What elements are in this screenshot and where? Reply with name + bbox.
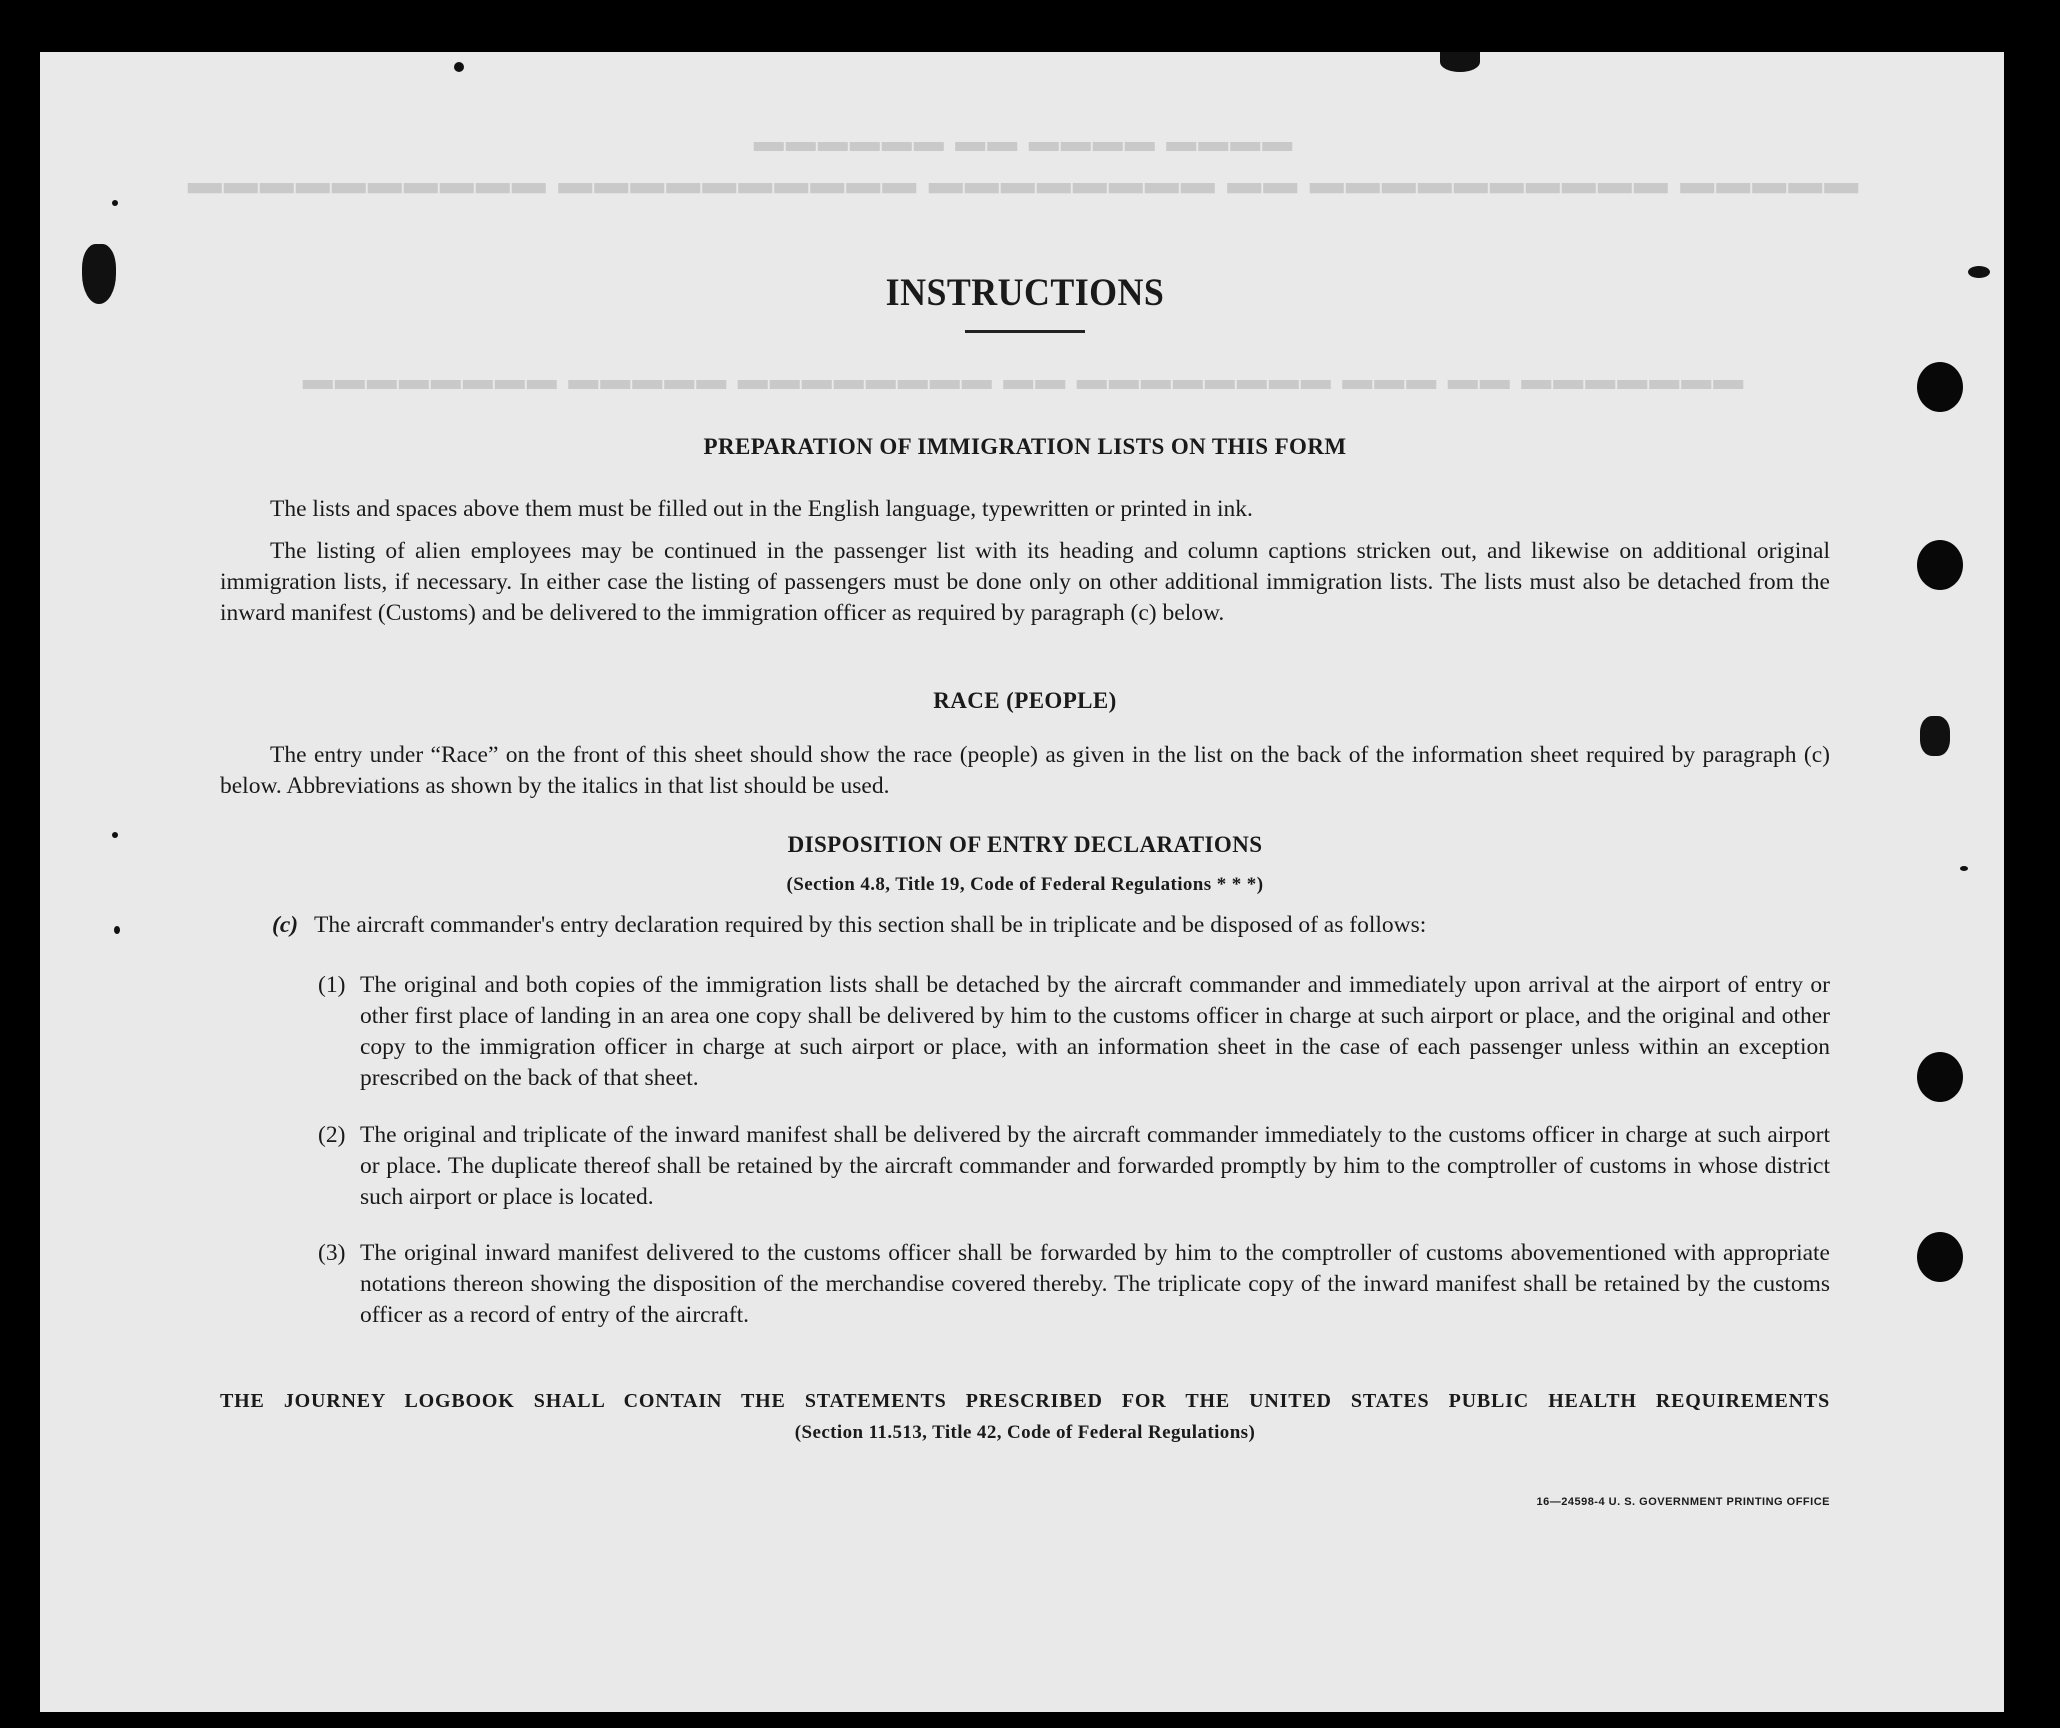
punch-hole <box>1917 1232 1963 1282</box>
bleed-through-line: ▬▬▬▬▬ ▬▬▬▬▬▬▬▬▬▬ ▬▬ ▬▬▬▬▬▬▬▬ ▬▬▬▬▬▬▬▬▬▬ ▬▬▬▬▬▬▬▬▬▬ <box>185 175 1859 212</box>
bleed-through-line: ▬▬▬▬▬▬▬ ▬▬ ▬▬▬ ▬▬▬▬▬▬▬▬ ▬▬ ▬▬▬▬▬▬▬▬ ▬▬▬▬▬ ▬▬▬▬▬▬▬▬ <box>300 373 1744 406</box>
bleed-through-line: ▬▬▬▬ ▬▬▬▬ ▬▬ ▬▬▬▬▬▬ <box>751 135 1293 168</box>
speck <box>1920 716 1950 756</box>
item-number: (3) <box>318 1240 346 1266</box>
title-underline <box>965 330 1085 333</box>
speck <box>454 62 464 72</box>
item-number: (2) <box>318 1122 346 1148</box>
item-number: (1) <box>318 972 346 998</box>
speck <box>112 200 118 206</box>
document-sheet <box>40 52 2004 1712</box>
disposition-subheading: (Section 4.8, Title 19, Code of Federal Regulations * * *) <box>786 874 1264 895</box>
printing-office-mark: 16—24598-4 U. S. GOVERNMENT PRINTING OFFICE <box>1536 1496 1830 1508</box>
disposition-item-3: The original inward manifest delivered to the customs officer shall be forwarded by him to the comptroller of customs abovementioned with appropriate notations thereon showing the disposition of the merchandise covered thereby. The triplicate copy of the inward manifest shall be retained by the customs officer as a record of entry of the aircraft. <box>360 1240 1830 1328</box>
paragraph-c-label: (c) <box>272 912 299 938</box>
preparation-paragraph-2: The listing of alien employees may be continued in the passenger list with its heading and column captions stricken out, and likewise on additional original immigration lists, if necessary. In either case the listing of passengers must be done only on other additional immigration lists. The lists must also be detached from the inward manifest (Customs) and be delivered to the immigration officer as required by paragraph (c) below. <box>220 538 1830 626</box>
logbook-heading: THE JOURNEY LOGBOOK SHALL CONTAIN THE STATEMENTS PRESCRIBED FOR THE UNITED STATES PUBLIC HEALTH REQUIREMENTS <box>220 1390 1830 1412</box>
speck <box>1968 266 1990 278</box>
punch-hole <box>1917 540 1963 590</box>
speck <box>1440 52 1480 72</box>
race-heading: RACE (PEOPLE) <box>933 688 1117 713</box>
race-paragraph: The entry under “Race” on the front of this sheet should show the race (people) as given in the list on the back of the information sheet required by paragraph (c) below. Abbreviations as shown by the italics in that list should be used. <box>220 742 1830 799</box>
preparation-paragraph-1: The lists and spaces above them must be filled out in the English language, typewritten or printed in ink. <box>270 496 1253 522</box>
speck <box>114 926 120 934</box>
speck <box>112 832 118 838</box>
ink-blot <box>82 244 116 304</box>
page-title: INSTRUCTIONS <box>885 271 1165 314</box>
disposition-item-2: The original and triplicate of the inward manifest shall be delivered by the aircraft commander immediately to the customs officer in charge at such airport or place. The duplicate thereof shall be retained by the aircraft commander and forwarded promptly by him to the comptroller of customs in whose district such airport or place is located. <box>360 1122 1830 1210</box>
punch-hole <box>1917 1052 1963 1102</box>
disposition-heading: DISPOSITION OF ENTRY DECLARATIONS <box>787 832 1263 857</box>
preparation-heading: PREPARATION OF IMMIGRATION LISTS ON THIS FORM <box>703 434 1347 459</box>
disposition-intro: The aircraft commander's entry declaration required by this section shall be in triplicate and be disposed of as follows: <box>314 912 1427 938</box>
speck <box>1960 866 1968 871</box>
logbook-subheading: (Section 11.513, Title 42, Code of Federal Regulations) <box>794 1422 1256 1443</box>
punch-hole <box>1917 362 1963 412</box>
disposition-item-1: The original and both copies of the immigration lists shall be detached by the aircraft commander and immediately upon arrival at the airport of entry or other first place of landing in an area one copy shall be delivered by him to the customs officer in charge at such airport or place, and the original and other copy to the immigration officer in charge at such airport or place, with an information sheet in the case of each passenger unless within an exception prescribed on the back of that sheet. <box>360 972 1830 1091</box>
